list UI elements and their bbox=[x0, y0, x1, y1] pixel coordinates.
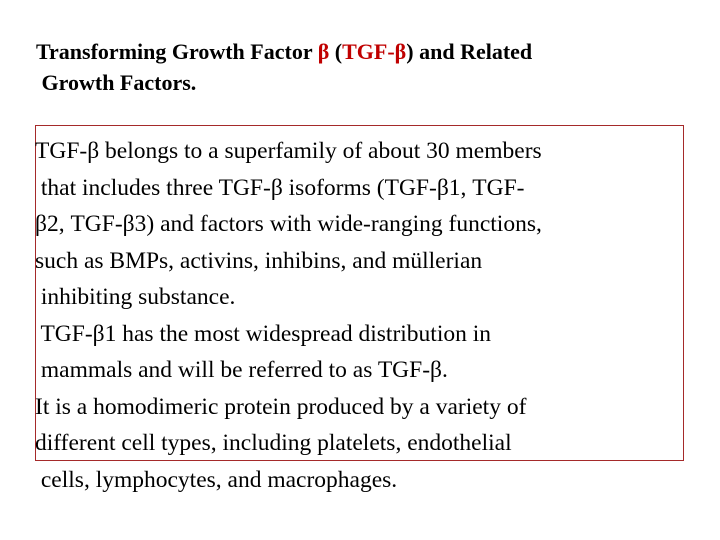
title-text: Transforming Growth Factor bbox=[36, 39, 318, 64]
body-line: mammals and will be referred to as TGF-β. bbox=[35, 357, 448, 383]
body-line: inhibiting substance. bbox=[35, 284, 236, 310]
title-beta-highlight: β bbox=[317, 39, 330, 64]
body-text bbox=[35, 133, 695, 498]
body-line: TGF-β1 has the most widespread distribution in bbox=[35, 320, 492, 347]
title-tgf-highlight: TGF-β bbox=[342, 39, 407, 64]
body-line: TGF-β belongs to a superfamily of about 30 members bbox=[35, 138, 542, 164]
body-line: that includes three TGF-β isoforms (TGF-β1, TGF- bbox=[35, 174, 525, 201]
body-line: different cell types, including platelets, endothelial bbox=[35, 430, 512, 456]
title-line-1 bbox=[36, 36, 696, 67]
body-line: such as BMPs, activins, inhibins, and müllerian bbox=[35, 247, 483, 274]
slide-title bbox=[36, 36, 696, 98]
title-text-end: ) and Related bbox=[406, 39, 533, 64]
title-line-2: Growth Factors. bbox=[36, 70, 197, 95]
body-line: It is a homodimeric protein produced by a variety of bbox=[35, 393, 527, 420]
title-paren-open: ( bbox=[329, 39, 343, 64]
body-line: β2, TGF-β3) and factors with wide-ranging functions, bbox=[35, 211, 542, 237]
body-line: cells, lymphocytes, and macrophages. bbox=[35, 466, 398, 493]
